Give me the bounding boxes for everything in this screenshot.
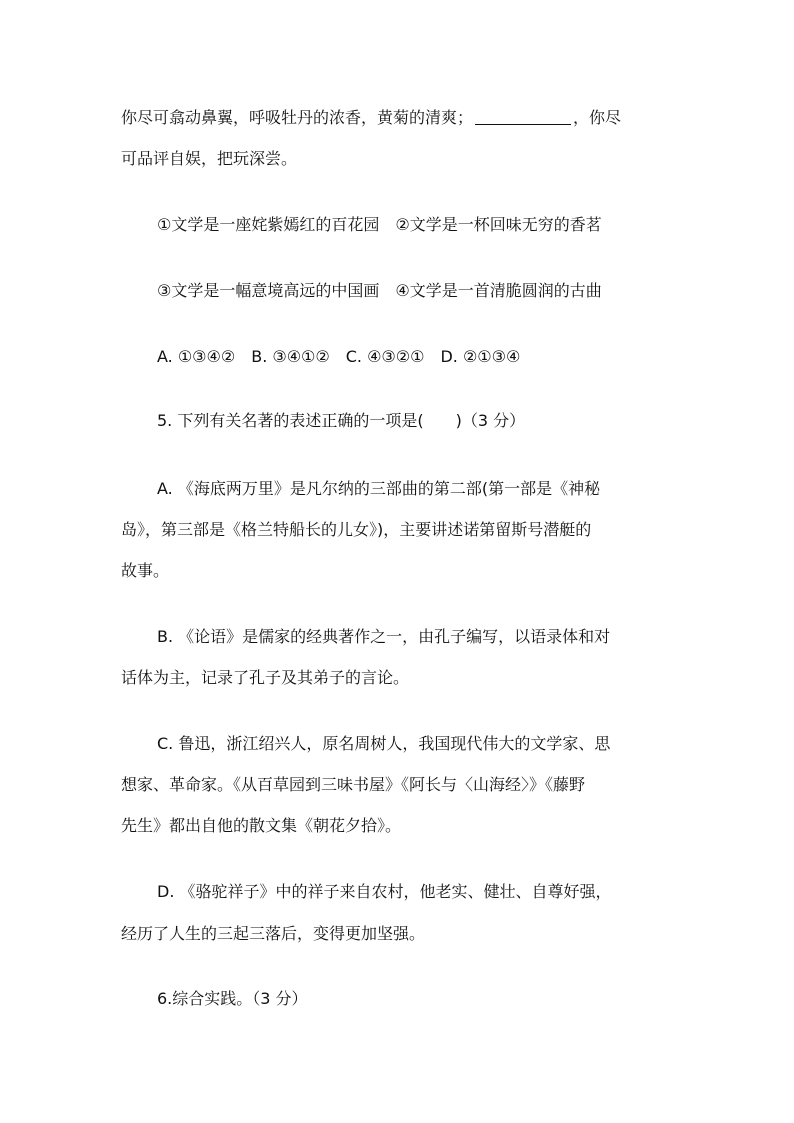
question-5-stem: 5. 下列有关名著的表述正确的一项是( )（3 分） (157, 411, 526, 430)
intro-line-1-text: 你尽可翕动鼻翼，呼吸牡丹的浓香，黄菊的清爽； (121, 108, 474, 127)
q5-option-b-line-1: B. 《论语》是儒家的经典著作之一，由孔子编写，以语录体和对 (157, 627, 611, 646)
option-row-2: ③文学是一幅意境高远的中国画 ④文学是一首清脆圆润的古曲 (157, 281, 602, 300)
q5-option-c-line-3: 先生》都出自他的散文集《朝花夕拾》。 (121, 816, 402, 835)
q5-option-b-line-2: 话体为主，记录了孔子及其弟子的言论。 (121, 668, 410, 687)
answer-blank (475, 108, 571, 125)
intro-line-1-tail: ，你尽 (573, 108, 622, 127)
q5-option-a-line-2: 岛》，第三部是《格兰特船长的儿女》)，主要讲述诺第留斯号潜艇的 (121, 520, 592, 539)
answer-choices: A. ①③④② B. ③④①② C. ④③②① D. ②①③④ (157, 347, 521, 366)
q5-option-a-line-1: A. 《海底两万里》是凡尔纳的三部曲的第二部(第一部是《神秘 (157, 479, 601, 498)
q5-option-c-line-2: 想家、革命家。《从百草园到三味书屋》《阿长与〈山海经〉》《藤野 (121, 775, 586, 794)
q5-option-d-line-1: D. 《骆驼祥子》中的祥子来自农村，他老实、健壮、自尊好强， (157, 882, 612, 901)
intro-line-1 (121, 106, 621, 130)
option-row-1: ①文学是一座姹紫嫣红的百花园 ②文学是一杯回味无穷的香茗 (157, 215, 602, 234)
q5-option-a-line-3: 故事。 (121, 561, 170, 580)
q5-option-c-line-1: C. 鲁迅，浙江绍兴人，原名周树人，我国现代伟大的文学家、思 (157, 734, 611, 753)
question-6-stem: 6.综合实践。（3 分） (157, 989, 308, 1008)
intro-line-2: 可品评自娱，把玩深尝。 (121, 149, 298, 168)
q5-option-d-line-2: 经历了人生的三起三落后，变得更加坚强。 (121, 924, 426, 943)
